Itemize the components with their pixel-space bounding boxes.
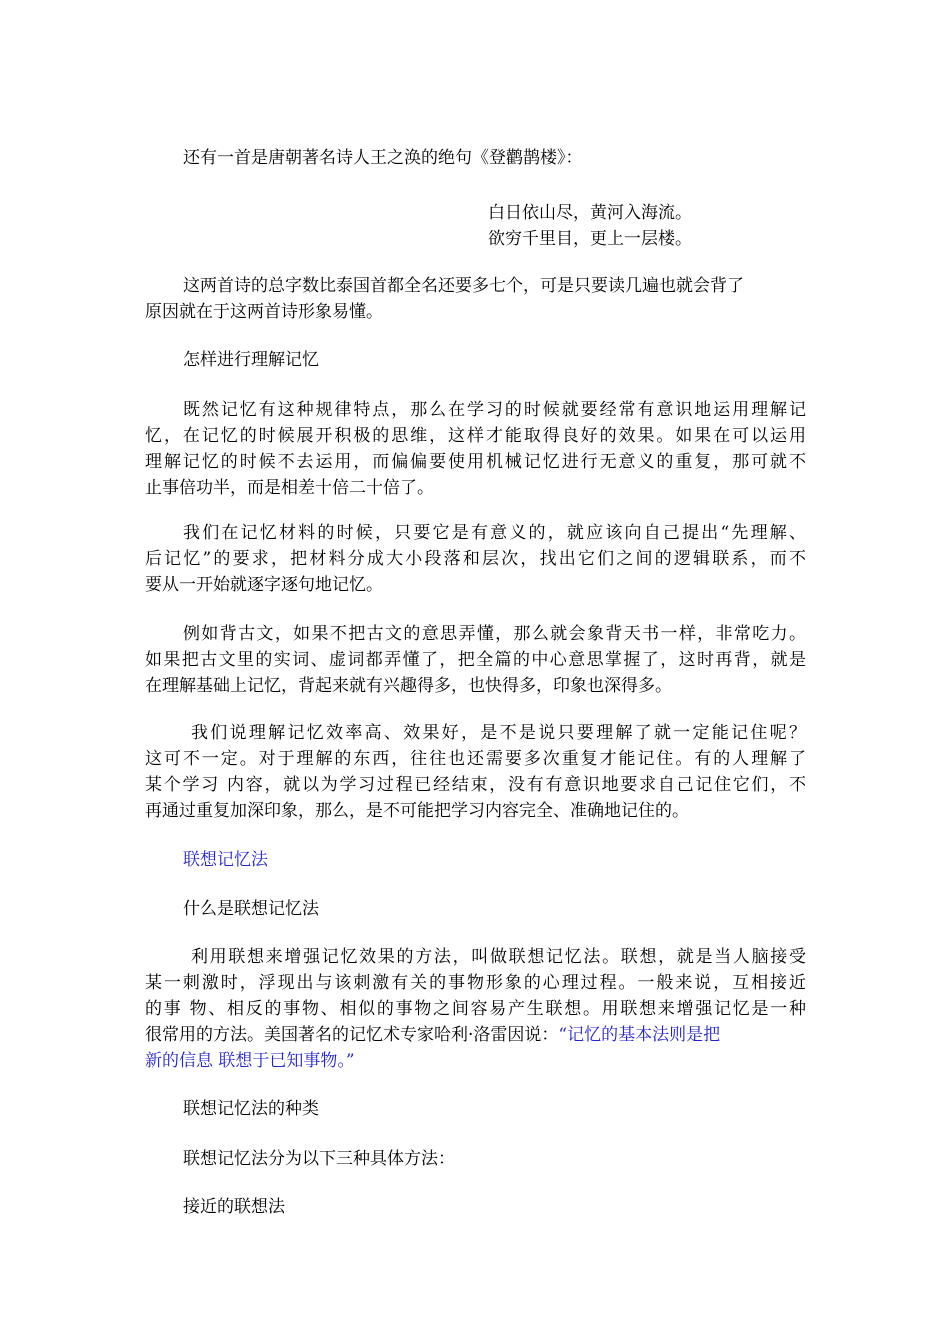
- paragraph-3-line: 我们在记忆材料的时候，只要它是有意义的，就应该向自己提出“先理解、: [183, 523, 806, 543]
- subheading-what-is-association: 什么是联想记忆法: [183, 899, 319, 919]
- poem-line-1: 白日依山尽，黄河入海流。: [488, 203, 692, 223]
- paragraph-5-line: 我们说理解记忆效率高、效果好，是不是说只要理解了就一定能记住呢？: [191, 723, 806, 743]
- paragraph-6-line: [145, 1025, 720, 1045]
- intro-text: 还有一首是唐朝著名诗人王之涣的绝句《登鹳鹊楼》：: [183, 148, 583, 168]
- paragraph-6-text: 很常用的方法。美国著名的记忆术专家哈利·洛雷因说：: [145, 1025, 559, 1045]
- paragraph-5-line: 某个学习 内容，就以为学习过程已经结束，没有有意识地要求自己记住它们，不: [145, 775, 806, 795]
- paragraph-1-line: 原因就在于这两首诗形象易懂。: [145, 302, 383, 322]
- paragraph-1-line: 这两首诗的总字数比泰国首都全名还要多七个，可是只要读几遍也就会背了: [183, 276, 744, 296]
- subheading-association-types: 联想记忆法的种类: [183, 1099, 319, 1119]
- section-heading-association-memory: 联想记忆法: [183, 850, 268, 870]
- paragraph-6-line: 利用联想来增强记忆效果的方法，叫做联想记忆法。联想，就是当人脑接受: [191, 947, 806, 967]
- quote-highlight: “记忆的基本法则是把: [558, 1025, 721, 1045]
- subheading-proximity-association: 接近的联想法: [183, 1197, 285, 1217]
- paragraph-2-line: 止事倍功半，而是相差十倍二十倍了。: [145, 478, 434, 498]
- paragraph-6-line: 的事 物、相反的事物、相似的事物之间容易产生联想。用联想来增强记忆是一种: [145, 999, 806, 1019]
- paragraph-5-line: 再通过重复加深印象，那么，是不可能把学习内容完全、准确地记住的。: [145, 801, 689, 821]
- paragraph-7: 联想记忆法分为以下三种具体方法：: [183, 1149, 455, 1169]
- paragraph-2-line: 理解记忆的时候不去运用，而偏偏要使用机械记忆进行无意义的重复，那可就不: [145, 452, 806, 472]
- paragraph-2-line: 忆，在记忆的时候展开积极的思维，这样才能取得良好的效果。如果在可以运用: [145, 426, 806, 446]
- paragraph-4-line: 如果把古文里的实词、虚词都弄懂了，把全篇的中心意思掌握了，这时再背，就是: [145, 650, 806, 670]
- paragraph-4-line: 例如背古文，如果不把古文的意思弄懂，那么就会象背天书一样，非常吃力。: [183, 624, 806, 644]
- paragraph-2-line: 既然记忆有这种规律特点，那么在学习的时候就要经常有意识地运用理解记: [183, 400, 806, 420]
- paragraph-3-line: 要从一开始就逐字逐句地记忆。: [145, 575, 383, 595]
- paragraph-5-line: 这可不一定。对于理解的东西，往往也还需要多次重复才能记住。有的人理解了: [145, 749, 806, 769]
- section-heading-understanding-memory: 怎样进行理解记忆: [183, 350, 319, 370]
- paragraph-4-line: 在理解基础上记忆，背起来就有兴趣得多，也快得多，印象也深得多。: [145, 676, 672, 696]
- poem-line-2: 欲穷千里目，更上一层楼。: [488, 229, 692, 249]
- quote-highlight-continued: 新的信息 联想于已知事物。”: [145, 1051, 355, 1071]
- paragraph-3-line: 后记忆”的要求，把材料分成大小段落和层次，找出它们之间的逻辑联系，而不: [145, 549, 806, 569]
- paragraph-6-line: 某一刺激时，浮现出与该刺激有关的事物形象的心理过程。一般来说，互相接近: [145, 973, 806, 993]
